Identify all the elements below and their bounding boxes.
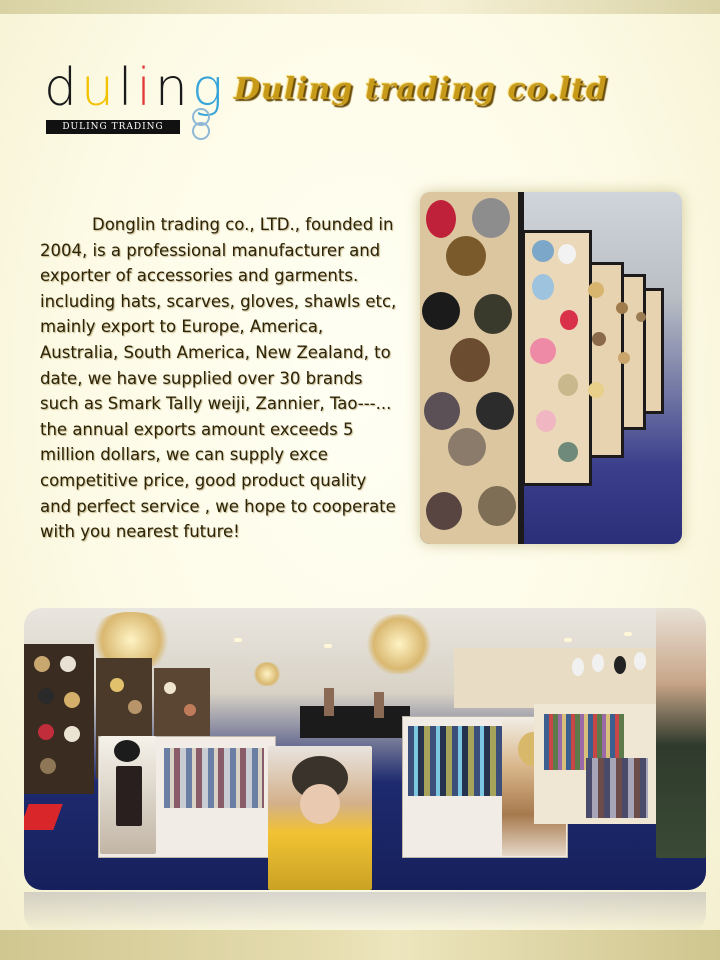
photo-reflection xyxy=(24,892,706,932)
bottom-border xyxy=(0,930,720,960)
logo-wordmark: duling xyxy=(44,58,228,118)
company-logo xyxy=(44,58,228,140)
company-description xyxy=(40,212,400,545)
description-paragraph: Donglin trading co., LTD., founded in 2004, is a professional manufacturer and exporter of accessories and garments. including hats, scarves, gloves, shawls etc, mainly export to Europe, America, Australia, South America, New Zealand, to date, we have supplied over 30 brands such as Smark Tally weiji, Zannier, Tao---... the annual exports amount exceeds 5 million dollars, we can supply exce competitive price, good product quality and perfect service , we hope to cooperate with you nearest future! xyxy=(40,215,397,542)
top-border xyxy=(0,0,720,14)
logo-tagline: DULING TRADING xyxy=(46,120,180,134)
logo-ring-icon xyxy=(192,122,210,140)
hat-display-photo xyxy=(420,192,682,544)
page-title: Duling trading co.ltd xyxy=(234,72,608,107)
showroom-photo xyxy=(24,608,706,890)
